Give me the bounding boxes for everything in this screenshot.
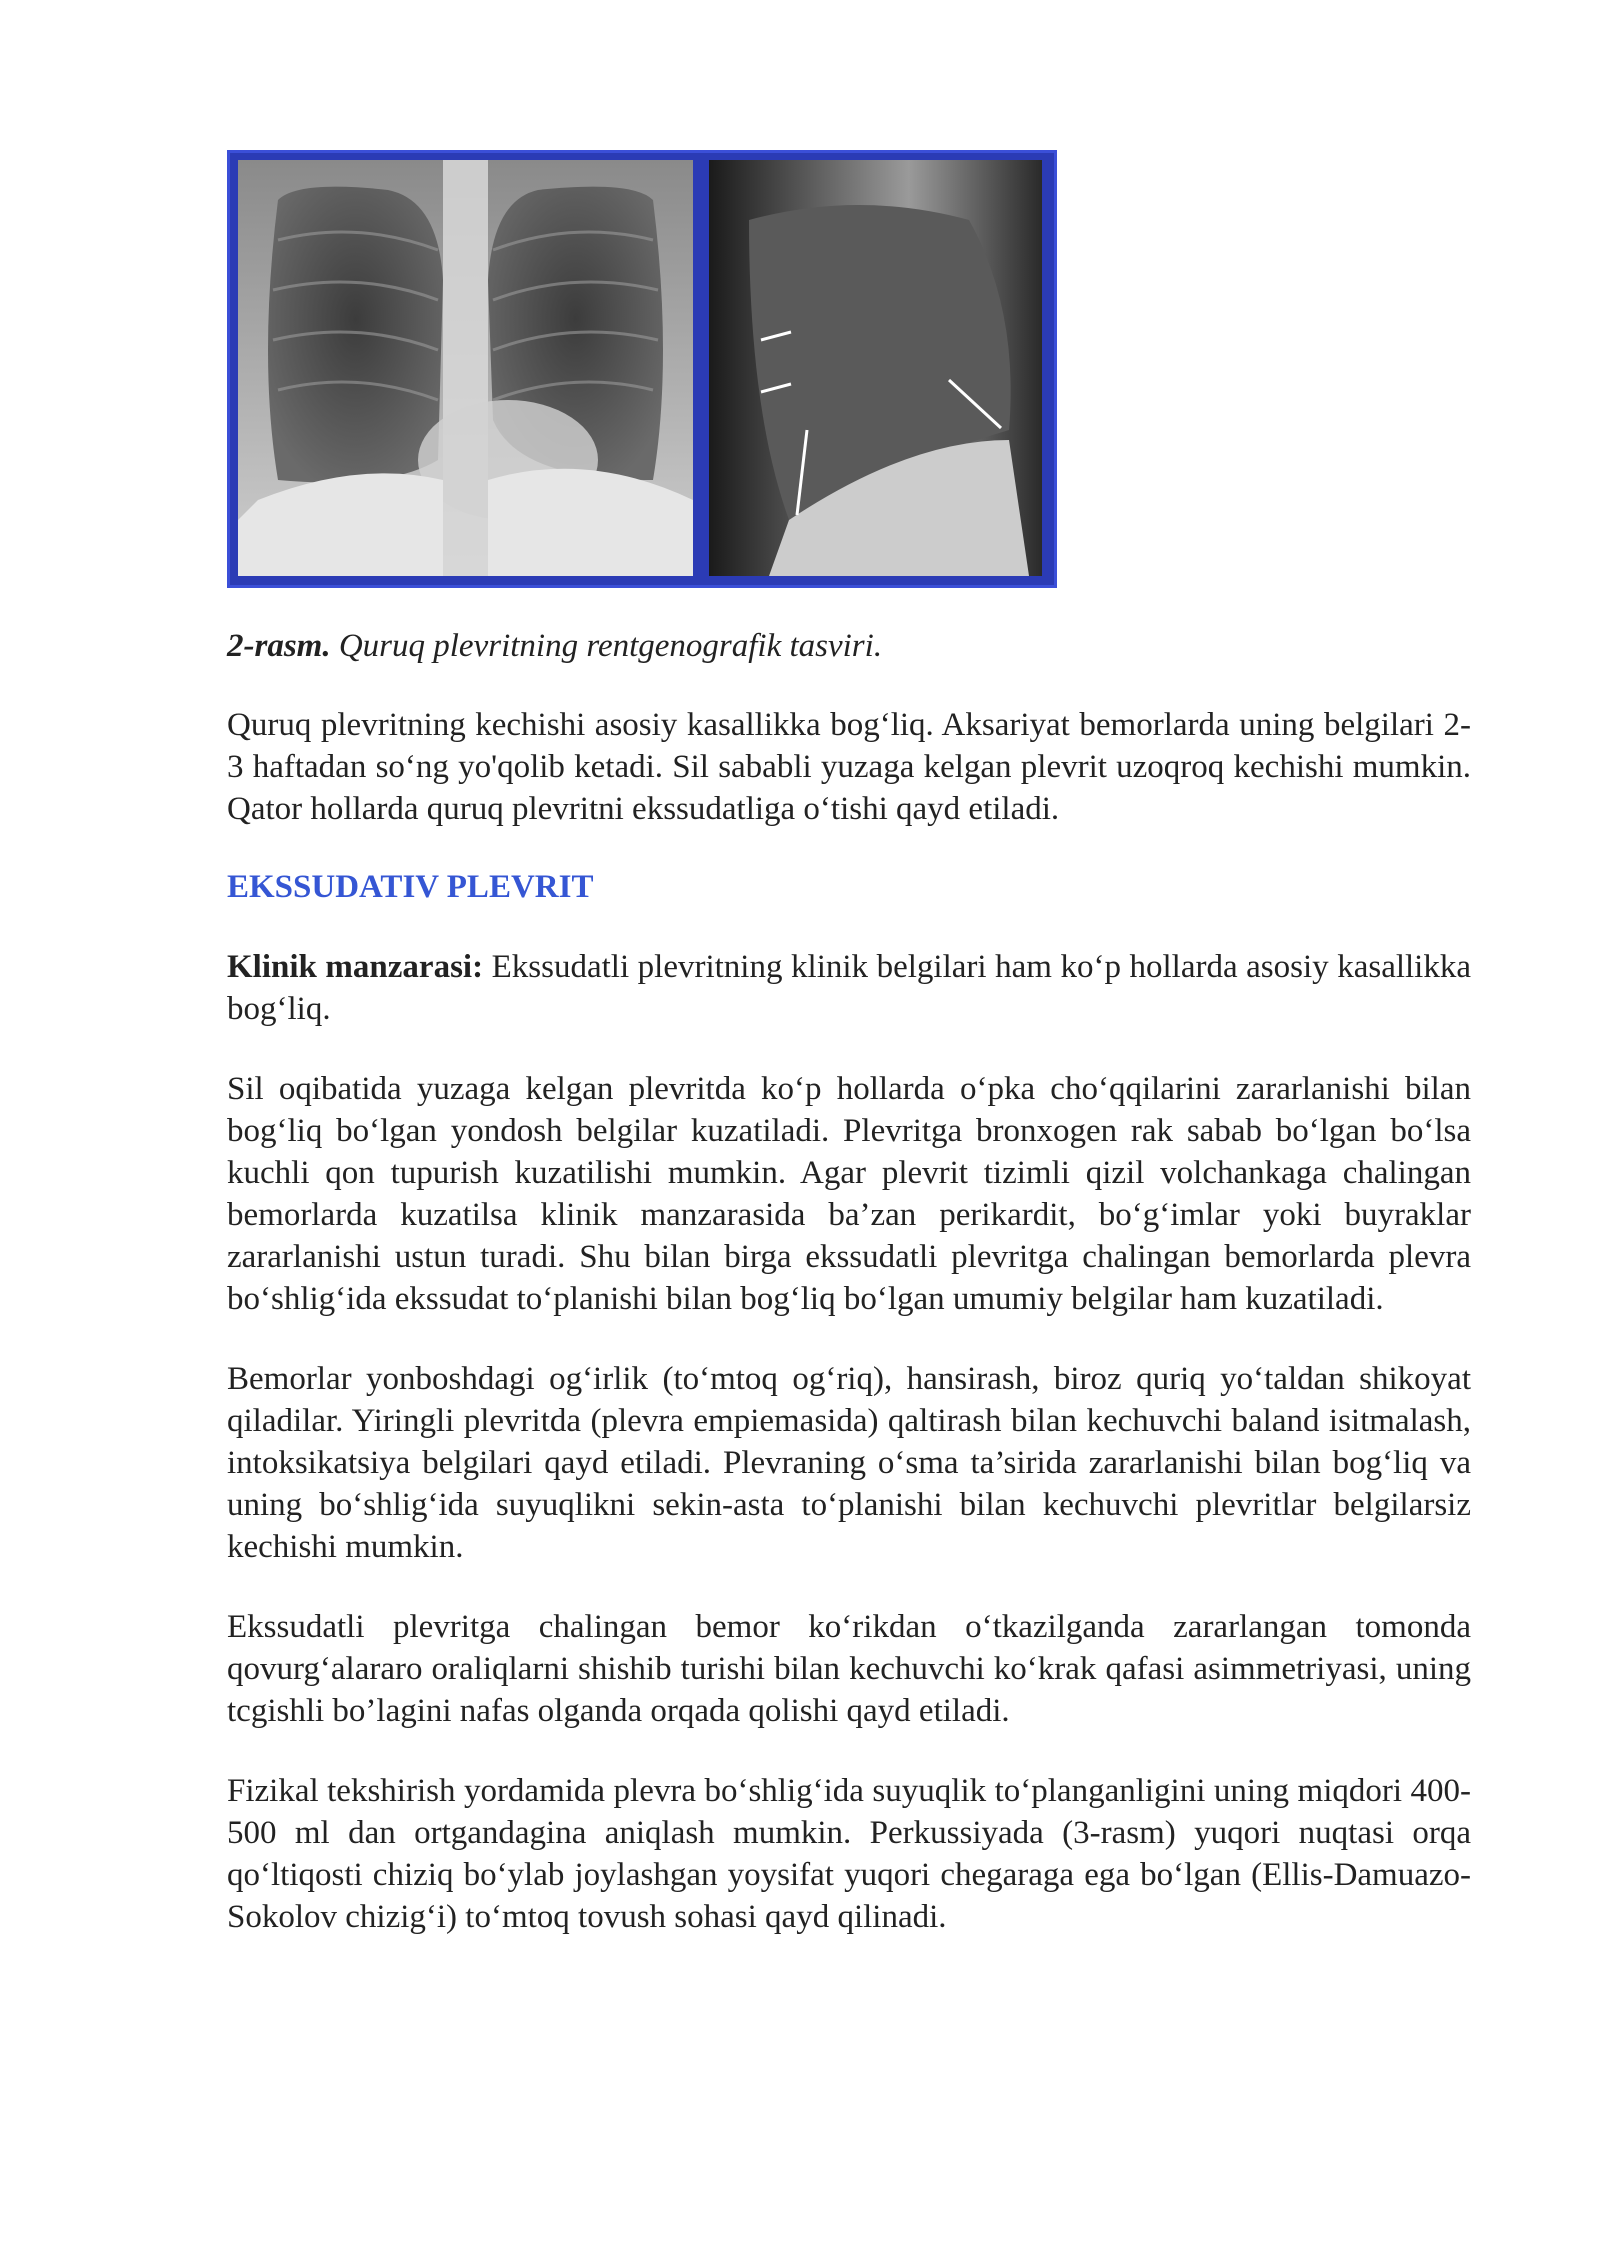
paragraph-1: Quruq plevritning kechishi asosiy kasallikka bog‘liq. Aksariyat bemorlarda uning belgilari 2-3 haftadan so‘ng yo'qolib ketadi. Sil sababli yuzaga kelgan plevrit uzoqroq kechishi mumkin. Qator hollarda quruq plevritni ekssudatliga o‘tishi qayd etiladi. <box>227 707 1471 827</box>
section-heading: EKSSUDATIV PLEVRIT <box>227 869 594 905</box>
lateral-xray-image <box>709 160 1042 576</box>
document-page <box>227 150 1471 1938</box>
paragraph-4: Bemorlar yonboshdagi og‘irlik (to‘mtoq og‘riq), hansirash, biroz quriq yo‘taldan shikoyat qiladilar. Yiringli plevritda (plevra empiemasida) qaltirash bilan kechuvchi baland isitmalash, intoksikatsiya belgilari qayd etiladi. Plevraning o‘sma ta’sirida zararlanishi bilan bog‘liq va uning bo‘shlig‘ida suyuqlikni sekin-asta to‘planishi bilan kechuvchi plevritlar belgilarsiz kechishi mumkin. <box>227 1361 1471 1565</box>
paragraph-6: Fizikal tekshirish yordamida plevra bo‘shlig‘ida suyuqlik to‘planganligini uning miqdori 400-500 ml dan ortgandagina aniqlash mumkin. Perkussiyada (3-rasm) yuqori nuqtasi orqa qo‘ltiqosti chiziq bo‘ylab joylashgan yoysifat yuqori chegaraga ega bo‘lgan (Ellis-Damuazo-Sokolov chizig‘i) to‘mtoq tovush sohasi qayd qilinadi. <box>227 1773 1471 1935</box>
frontal-xray-image <box>238 160 693 576</box>
paragraph-2 <box>227 946 1471 1030</box>
caption-text: Quruq plevritning rentgenografik tasviri. <box>338 628 883 664</box>
paragraph-2-bold: Klinik manzarasi: <box>227 949 484 985</box>
paragraph-3: Sil oqibatida yuzaga kelgan plevritda ko‘p hollarda o‘pka cho‘qqilarini zararlanishi bilan bog‘liq bo‘lgan yondosh belgilar kuzatiladi. Plevritga bronxogen rak sabab bo‘lgan bo‘lsa kuchli qon tupurish kuzatilishi mumkin. Agar plevrit tizimli qizil volchankaga chalingan bemorlarda kuzatilsa klinik manzarasida ba’zan perikardit, bo‘g‘imlar yoki buyraklar zararlanishi ustun turadi. Shu bilan birga ekssudatli plevritga chalingan bemorlarda plevra bo‘shlig‘ida ekssudat to‘planishi bilan bog‘liq bo‘lgan umumiy belgilar ham kuzatiladi. <box>227 1071 1471 1317</box>
paragraph-2-text: Ekssudatli plevritning klinik belgilari ham ko‘p hollarda asosiy kasallikka bog‘liq. <box>227 949 1471 1027</box>
paragraph-5: Ekssudatli plevritga chalingan bemor ko‘rikdan o‘tkazilganda zararlangan tomonda qovurg‘alararo oraliqlarni shishib turishi bilan kechuvchi ko‘krak qafasi asimmetriyasi, uning tcgishli bo’lagini nafas olganda orqada qolishi qayd etiladi. <box>227 1609 1471 1729</box>
xray-figure <box>227 150 1057 588</box>
caption-label: 2-rasm. <box>227 628 331 664</box>
figure-caption <box>227 626 1471 666</box>
